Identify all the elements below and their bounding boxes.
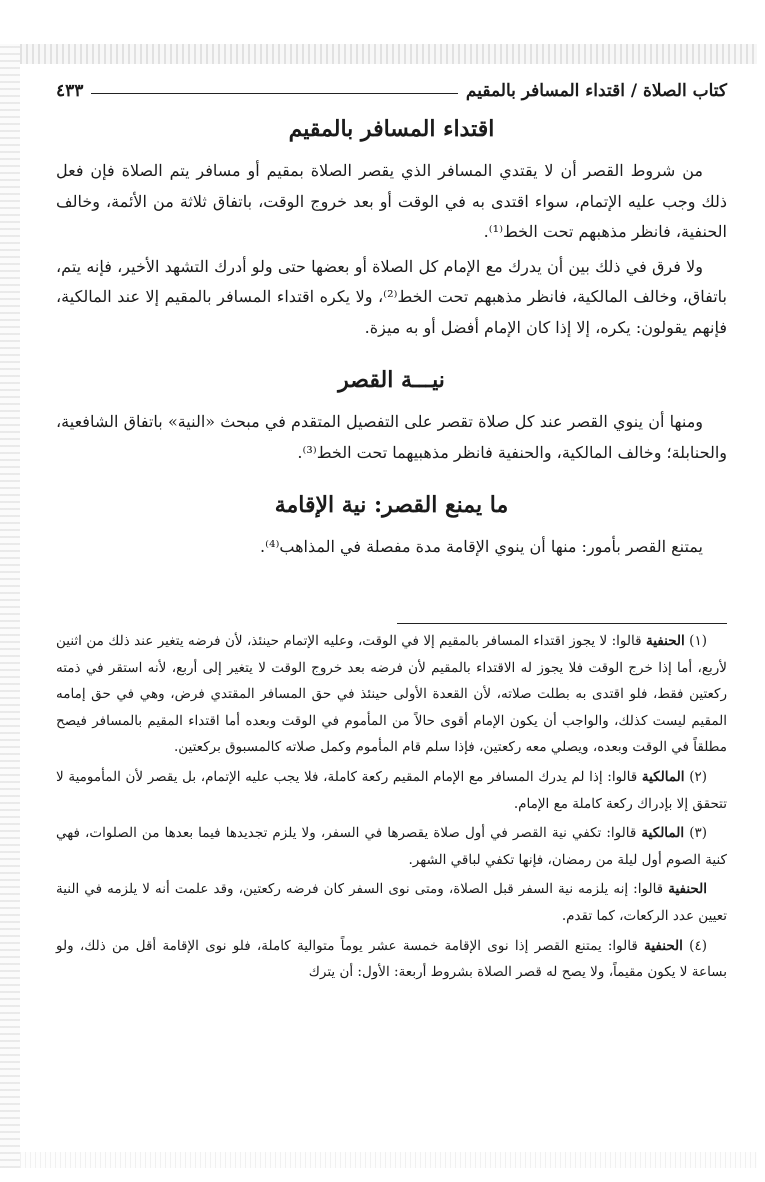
- footnote-text: قالوا: إذا لم يدرك المسافر مع الإمام المقيم ركعة كاملة، فلا يجب عليه الإتمام، بل يقصر لأن المأمومية لا تتحقق إلا بإدراك ركعة كاملة مع الإمام.: [56, 768, 727, 812]
- footnote-school: المالكية: [641, 825, 685, 842]
- footnote: [56, 876, 727, 929]
- footnote: [56, 628, 727, 761]
- ornamental-border-left: [0, 44, 20, 1168]
- body-paragraph: يمتنع القصر بأمور: منها أن ينوي الإقامة مدة مفصلة في المذاهب⁽⁴⁾.: [260, 537, 703, 556]
- body-paragraph: ولا فرق في ذلك بين أن يدرك مع الإمام كل الصلاة أو بعضها حتى ولو أدرك التشهد الأخير، فإنه يتم، باتفاق، وخالف المالكية، فانظر مذهبهم تحت الخط⁽²⁾، ولا يكره اقتداء المسافر بالمقيم إلا عند المالكية، فإنهم يقولون: يكره، إلا إذا كان الإمام أفضل أو به ميزة.: [56, 256, 727, 337]
- page-number: ٤٣٣: [56, 81, 84, 101]
- header-rule: [91, 93, 458, 94]
- footnote-text: قالوا: يمتنع القصر إذا نوى الإقامة خمسة عشر يوماً متوالية كاملة، فلو نوى الإقامة أقل من ذلك، ولو بساعة لا يكون مقيماً، ولا يصح له قصر الصلاة بشروط أربعة: الأول: أن يترك: [56, 937, 727, 981]
- section-heading-traveler-following-resident: اقتداء المسافر بالمقيم: [288, 116, 495, 142]
- footnote: [56, 764, 727, 817]
- footnote-text: قالوا: تكفي نية القصر في أول صلاة يقصرها في السفر، ولا يلزم تجديدها فيما بعدها من الصلوات، فهي كنية الصوم أول ليلة من رمضان، فإنها تكفي لباقي الشهر.: [56, 825, 727, 868]
- footnote-separator: [397, 623, 727, 624]
- footnotes: [56, 628, 727, 989]
- footnote-school: الحنفية: [668, 881, 707, 898]
- ornamental-border-bottom: [20, 1152, 757, 1168]
- body-paragraph: ومنها أن ينوي القصر عند كل صلاة تقصر على التفصيل المتقدم في مبحث «النية» باتفاق الشافعية، والحنابلة؛ وخالف المالكية، والحنفية فانظر مذهبيهما تحت الخط⁽³⁾.: [56, 412, 727, 462]
- footnote-text: قالوا: إنه يلزمه نية السفر قبل الصلاة، ومتى نوى السفر كان فرضه ركعتين، وقد علمت أنه لا يلزمه في النية تعيين عدد الركعات، كما تقدم.: [56, 881, 727, 924]
- footnote: [56, 820, 727, 873]
- section-heading-intention-of-residence: ما يمنع القصر: نية الإقامة: [274, 492, 509, 518]
- footnote-school: الحنفية: [645, 633, 685, 649]
- footnote-marker: (٣): [689, 825, 708, 842]
- body-paragraph: من شروط القصر أن لا يقتدي المسافر الذي يقصر الصلاة بمقيم أو مسافر يتم الصلاة فإن فعل ذلك وجب عليه الإتمام، سواء اقتدى به في الوقت أو بعد خروج الوقت، باتفاق ثلاثة من الأئمة، وخالف الحنفية، فانظر مذهبهم تحت الخط⁽¹⁾.: [56, 161, 727, 241]
- main-content: [56, 112, 727, 567]
- footnote: [56, 933, 727, 986]
- footnote-marker: (٤): [689, 937, 707, 954]
- footnote-school: المالكية: [641, 768, 685, 785]
- running-header: [56, 74, 727, 108]
- footnote-marker: (١): [689, 633, 707, 649]
- footnote-text: قالوا: لا يجوز اقتداء المسافر بالمقيم إلا في الوقت، وعليه الإتمام حينئذ، لأن فرضه يتغير عند ذلك من اثنين لأربع، أما إذا خرج الوقت فلا يجوز له الاقتداء بالمقيم لأن فرضه بعد خروج الوقت لا يتغير إلى أربع، لأنه استقر في ذمته ركعتين فقط، فلو اقتدى به بطلت صلاته، لأن القعدة الأولى حينئذ في حق المسافر المقتدي فرض، وهي في حق إمامه المقيم ليست كذلك، والواجب أن يكون الإمام أقوى حالاً من المأموم في الوقت وبعده أما اقتداء المقيم بالمسافر فيصح مطلقاً في الوقت وبعده، ويصلي معه ركعتين، فإذا سلم قام المأموم وكمل صلاته كالمسبوق بركعتين.: [56, 633, 727, 756]
- ornamental-border-top: [20, 44, 757, 64]
- running-title: كتاب الصلاة / اقتداء المسافر بالمقيم: [465, 81, 727, 101]
- section-heading-intention-of-shortening: نيـــة القصر: [338, 367, 445, 393]
- footnote-marker: (٢): [689, 768, 708, 785]
- footnote-school: الحنفية: [644, 937, 683, 954]
